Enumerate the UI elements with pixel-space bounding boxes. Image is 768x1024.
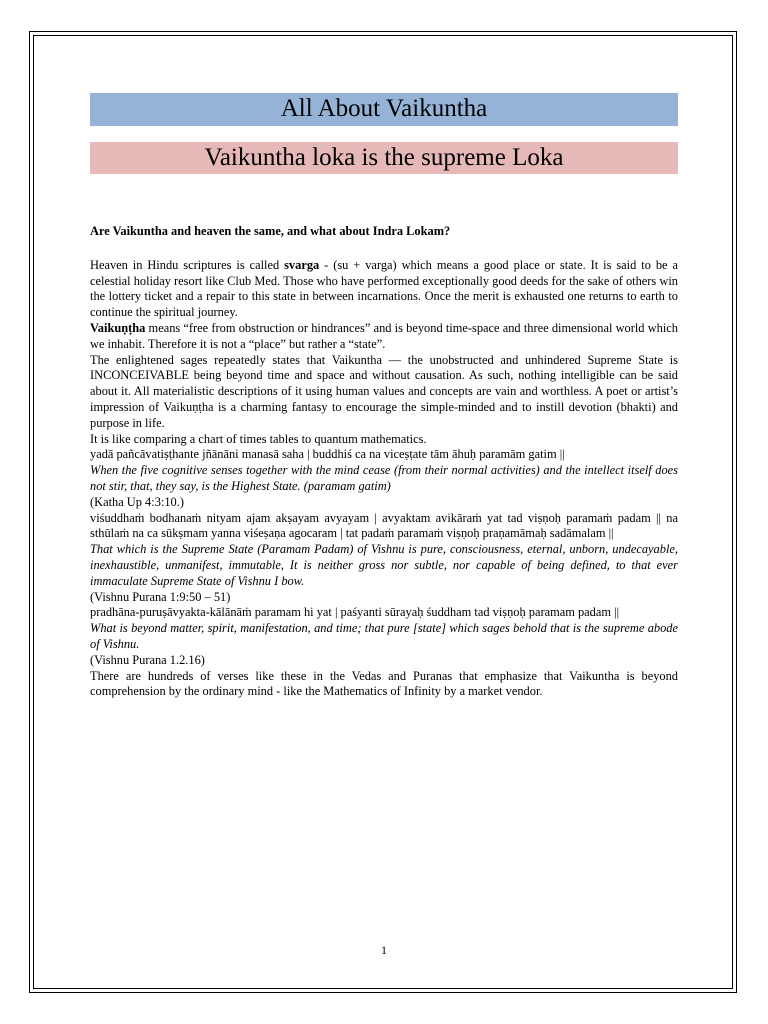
verse-2-translation: That which is the Supreme State (Paramam Padam) of Vishnu is pure, consciousness, eternal, unborn, undecayable, inexhaustible, unmanifest, immutable, It is neither gross nor subtle, nor capable of being defined, to that ever immaculate Supreme State of Vishnu I bow. xyxy=(90,542,678,588)
document-body xyxy=(90,224,678,700)
verse-3: pradhāna-puruṣāvyakta-kālānāṁ paramam hi yat | paśyanti sūrayaḥ śuddham tad viṣṇoḥ paramam padam || xyxy=(90,605,620,620)
p2-bold-term: Vaikuṇṭha xyxy=(90,320,146,335)
verse-1-translation: When the five cognitive senses together with the mind cease (from their normal activities) and the intellect itself does not stir, that, they say, is the Highest State. (paramam gatim) xyxy=(90,463,678,493)
verse-3-translation: What is beyond matter, spirit, manifestation, and time; that pure [state] which sages behold that is the supreme abode of Vishnu. xyxy=(90,621,678,651)
page-subtitle: Vaikuntha loka is the supreme Loka xyxy=(90,142,678,174)
paragraph-closing: There are hundreds of verses like these in the Vedas and Puranas that emphasize that Vaikuntha is beyond comprehension by the ordinary mind - like the Mathematics of Infinity by a market vendor. xyxy=(90,668,678,699)
verse-1: yadā pañcāvatiṣṭhante jñānāni manasā saha | buddhiś ca na viceṣṭate tām āhuḥ paramām gatim || xyxy=(90,447,565,462)
question-heading: Are Vaikuntha and heaven the same, and what about Indra Lokam? xyxy=(90,224,451,238)
paragraph-comparison: It is like comparing a chart of times tables to quantum mathematics. xyxy=(90,431,427,446)
p1-bold-term: svarga xyxy=(284,257,320,272)
paragraph-sages: The enlightened sages repeatedly states that Vaikuntha — the unobstructed and unhindered Supreme State is INCONCEIVABLE being beyond time and space and without causation. As such, nothing intelligible can be said about it. All materialistic descriptions of it using human values and concepts are vain and worthless. A poet or artist’s impression of Vaikuṇṭha is a charming fantasy to encourage the simple-minded and to instill devotion (bhakti) and purpose in life. xyxy=(90,352,678,430)
p1-text-before: Heaven in Hindu scriptures is called xyxy=(90,257,285,272)
page-number: 1 xyxy=(381,943,387,957)
page-title: All About Vaikuntha xyxy=(90,93,678,126)
verse-2: viśuddhaṁ bodhanaṁ nityam ajam akṣayam avyayam | avyaktam avikāraṁ yat tad viṣṇoḥ paramaṁ padam || na sthūlaṁ na ca sūkṣmam yanna viśeṣaṇa agocaram | tat padaṁ paramaṁ viṣṇoḥ praṇamāmaḥ sadāmalam || xyxy=(90,510,678,541)
p1-text-after: - (su + varga) which means a good place or state. It is said to be a celestial holiday resort like Club Med. Those who have performed exceptionally good deeds for the sake of others win the lottery ticket and a repair to this state in between incarnations. Once the merit is exhausted one returns to earth to continue the spiritual journey. xyxy=(90,257,678,320)
paragraph-vaikuntha xyxy=(90,321,678,353)
verse-2-source: (Vishnu Purana 1:9:50 – 51) xyxy=(90,589,231,604)
p2-text-after: means “free from obstruction or hindrances” and is beyond time-space and three dimensional world which we inhabit. Therefore it is not a “place” but rather a “state”. xyxy=(90,320,678,351)
verse-1-source: (Katha Up 4:3:10.) xyxy=(90,494,184,509)
paragraph-svarga xyxy=(90,258,678,321)
verse-3-source: (Vishnu Purana 1.2.16) xyxy=(90,652,205,667)
